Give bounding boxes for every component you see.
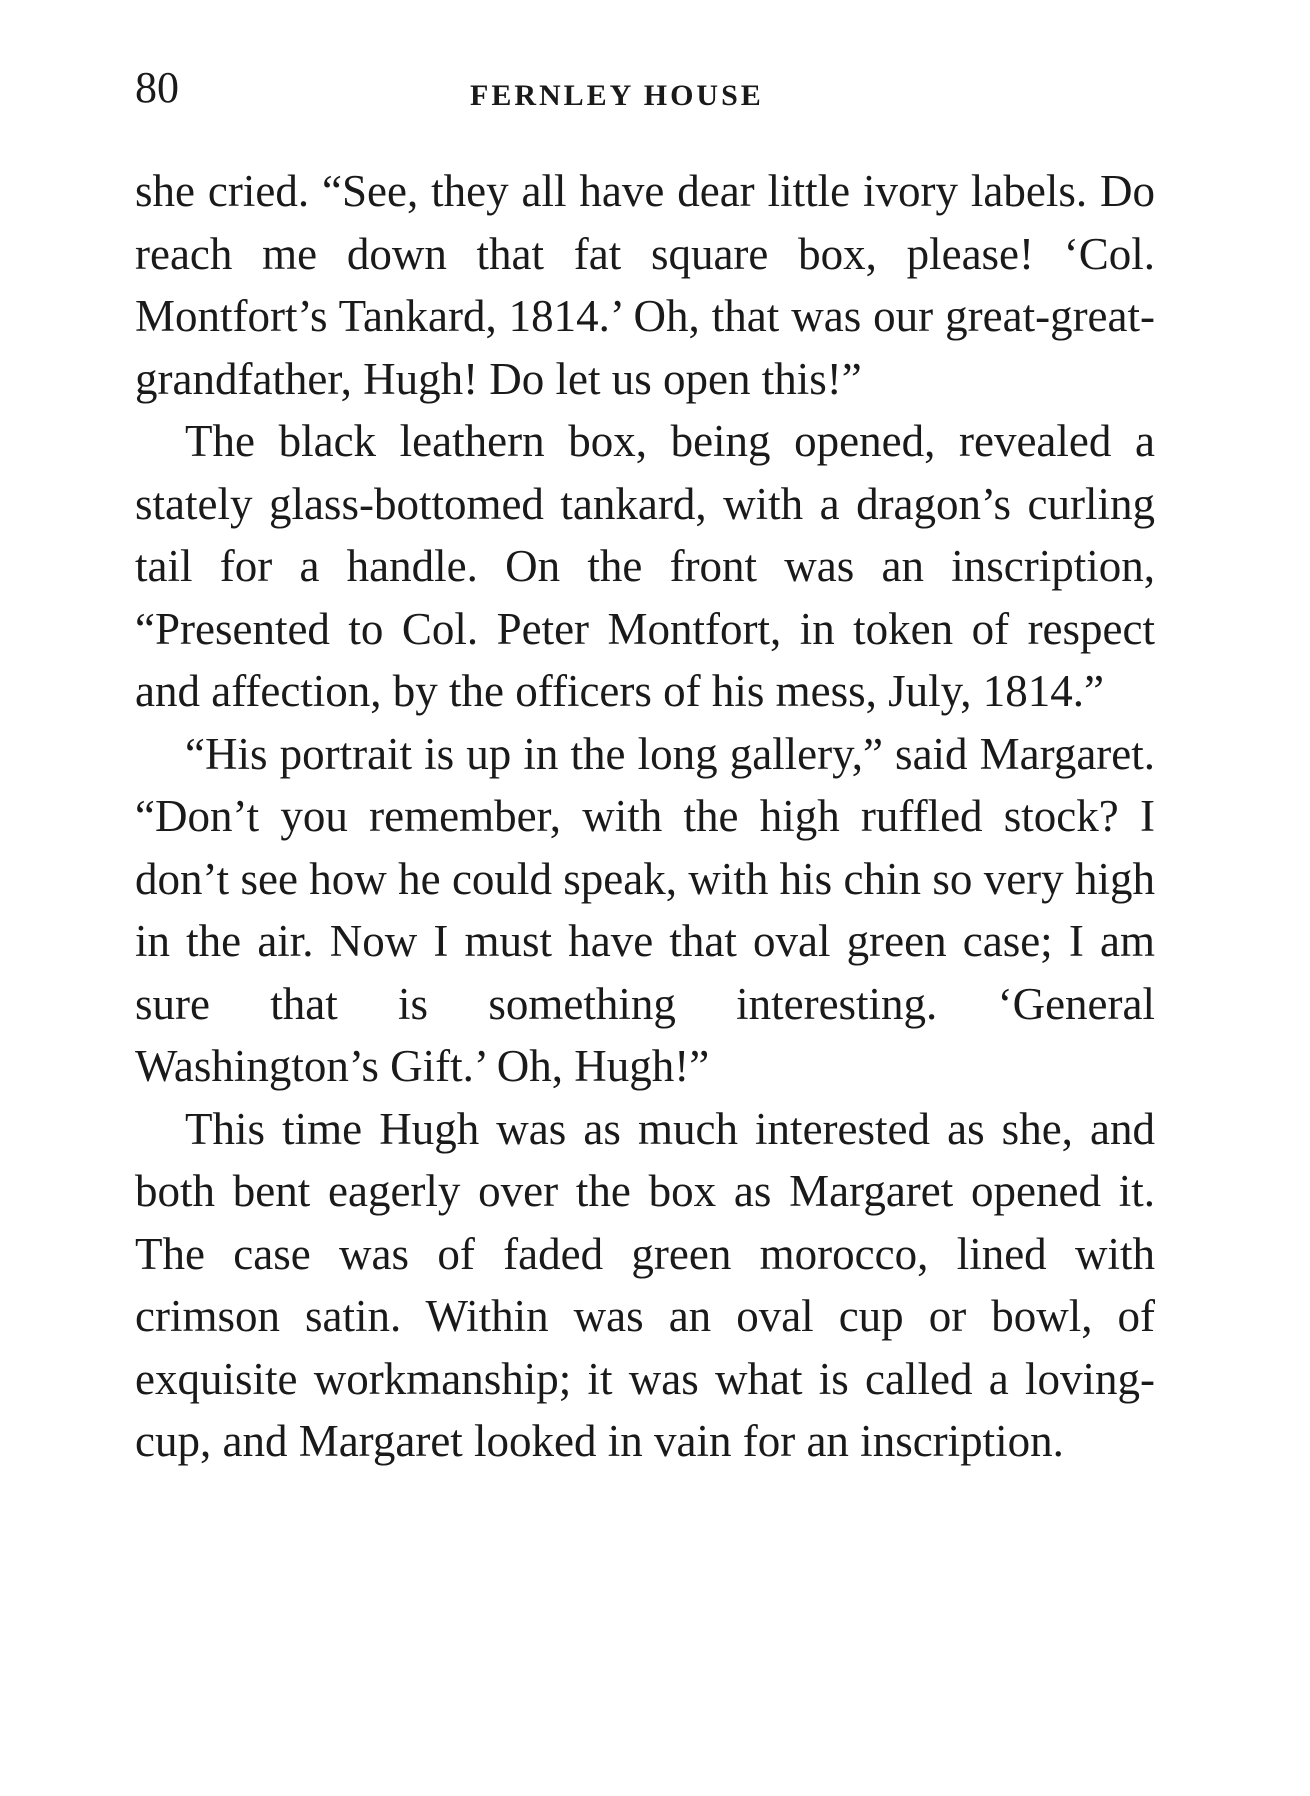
paragraph: The black leathern box, being opened, revealed a stately glass-bottomed tankard, with a dragon’s curling tail for a handle. On the front was an inscription, “Presented to Col. Peter Montfort, in token of respect and affection, by the officers of his mess, July, 1814.”	[135, 416, 1155, 716]
page-header	[135, 58, 1155, 118]
body-text	[135, 160, 1155, 1473]
paragraph: “His portrait is up in the long gallery,” said Margaret. “Don’t you remember, with the high ruffled stock? I don’t see how he could speak, with his chin so very high in the air. Now I must have that oval green case; I am sure that is something interesting. ‘General Washington’s Gift.’ Oh, Hugh!”	[135, 728, 1155, 1091]
paragraph-continued: she cried. “See, they all have dear little ivory labels. Do reach me down that fat square box, please! ‘Col. Montfort’s Tankard, 1814.’ Oh, that was our great-great-grandfather, Hugh! Do let us open this!”	[135, 166, 1155, 404]
paragraph: This time Hugh was as much interested as she, and both bent eagerly over the box as Margaret opened it. The case was of faded green morocco, lined with crimson satin. Within was an oval cup or bowl, of exquisite workmanship; it was what is called a loving-cup, and Margaret looked in vain for an inscription.	[135, 1103, 1155, 1466]
page-number: 80	[135, 63, 179, 112]
running-title: FERNLEY HOUSE	[470, 79, 764, 112]
